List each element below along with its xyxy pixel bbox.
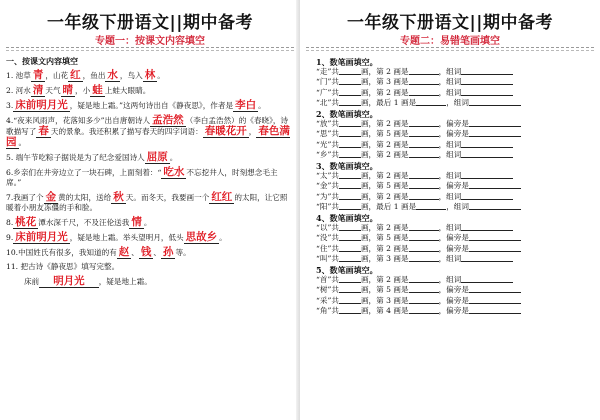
stroke-question-row bbox=[316, 150, 594, 160]
stroke-question-row bbox=[316, 296, 594, 306]
stroke-question-row bbox=[316, 98, 594, 108]
word-blank[interactable] bbox=[469, 98, 521, 106]
stroke-count-blank[interactable] bbox=[339, 129, 361, 137]
stroke-question-row bbox=[316, 223, 594, 233]
character-label: “以” bbox=[316, 223, 332, 233]
question-2 bbox=[6, 85, 290, 96]
row-text: 共 bbox=[331, 201, 339, 211]
character-label: “太” bbox=[316, 171, 332, 181]
worksheet-page-2 bbox=[300, 0, 600, 420]
stroke-name-blank[interactable] bbox=[409, 306, 439, 314]
row-text: 画，第 4 画是 bbox=[360, 305, 409, 315]
word-blank[interactable] bbox=[461, 67, 513, 75]
word-blank[interactable] bbox=[469, 181, 521, 189]
row-text: 画，第 2 画是 bbox=[360, 243, 409, 253]
row-text: ，偏旁是 bbox=[438, 305, 469, 315]
answer: 青 bbox=[32, 69, 44, 81]
row-text: ，组词 bbox=[438, 275, 462, 285]
stroke-question-row bbox=[316, 192, 594, 202]
word-blank[interactable] bbox=[469, 306, 521, 314]
stroke-name-blank[interactable] bbox=[409, 285, 439, 293]
row-text: ，偏旁是 bbox=[438, 119, 469, 129]
row-text: 画，第 2 画是 bbox=[360, 119, 409, 129]
stroke-count-blank[interactable] bbox=[339, 181, 361, 189]
answer: 红 bbox=[70, 69, 81, 81]
question-text: ，鱼出 bbox=[82, 71, 106, 80]
stroke-question-row bbox=[316, 244, 594, 254]
question-text: 潭水深千尺，不及汪伦送我 bbox=[38, 218, 130, 227]
answer: 春暖花开 bbox=[204, 125, 247, 137]
group-heading: 5、数笔画填空。 bbox=[316, 265, 378, 276]
row-text: 画，第 2 画是 bbox=[360, 149, 409, 159]
stroke-name-blank[interactable] bbox=[409, 192, 439, 200]
answer: 床前明月光 bbox=[15, 99, 68, 111]
stroke-question-row bbox=[316, 77, 594, 87]
word-blank[interactable] bbox=[469, 285, 521, 293]
stroke-question-row bbox=[316, 119, 594, 129]
character-label: “光” bbox=[316, 139, 332, 149]
row-text: 画，第 5 画是 bbox=[360, 285, 409, 295]
question-text: 8. bbox=[6, 218, 14, 227]
row-text: ，组词 bbox=[438, 67, 462, 77]
stroke-name-blank[interactable] bbox=[409, 129, 439, 137]
stroke-name-blank[interactable] bbox=[409, 233, 439, 241]
row-text: 共 bbox=[331, 139, 339, 149]
row-text: 画，第 5 画是 bbox=[360, 181, 409, 191]
row-text: ，组词 bbox=[446, 97, 469, 107]
stroke-name-blank[interactable] bbox=[409, 223, 439, 231]
answer: 红红 bbox=[211, 191, 233, 203]
row-text: 画，第 2 画是 bbox=[360, 139, 409, 149]
question-text: ， bbox=[248, 127, 257, 136]
row-text: ，组词 bbox=[438, 149, 462, 159]
answer: 春 bbox=[38, 125, 49, 137]
question-text: 床前 bbox=[24, 277, 40, 286]
question-text: 1. 池草 bbox=[6, 71, 31, 80]
question-text: 5. 端午节吃粽子据说是为了纪念爱国诗人 bbox=[6, 153, 145, 162]
page-title: 一年级下册语文||期中备考 bbox=[347, 13, 553, 33]
character-label: “采” bbox=[316, 295, 332, 305]
question-text: 不忘挖井人，时刻想念毛主席。” bbox=[6, 168, 278, 187]
question-text: 6.乡亲们在井旁边立了一块石碑，上面刻着：“ bbox=[6, 168, 162, 177]
answer: 金 bbox=[45, 191, 57, 203]
answer: 春色满园 bbox=[6, 125, 290, 148]
stroke-count-blank[interactable] bbox=[339, 171, 361, 179]
row-text: 共 bbox=[331, 171, 339, 181]
page-title: 一年级下册语文||期中备考 bbox=[47, 13, 253, 33]
row-text: ，组词 bbox=[438, 191, 462, 201]
question-text: 黄的太阳，送给 bbox=[58, 193, 112, 202]
stroke-count-blank[interactable] bbox=[339, 254, 361, 262]
question-text: 10.中国姓氏有很多，我知道的有 bbox=[6, 248, 117, 257]
divider bbox=[306, 47, 594, 48]
character-label: “首” bbox=[316, 275, 332, 285]
row-text: 共 bbox=[331, 77, 339, 87]
row-text: 画，第 5 画是 bbox=[360, 129, 409, 139]
row-text: 画，第 5 画是 bbox=[360, 233, 409, 243]
answer: 林 bbox=[144, 69, 156, 81]
question-text: ，疑是地上霜。 bbox=[98, 277, 152, 286]
word-blank[interactable] bbox=[461, 223, 513, 231]
stroke-question-row bbox=[316, 140, 594, 150]
question-text: 。 bbox=[258, 101, 266, 110]
page-subtitle: 专题二：易错笔画填空 bbox=[400, 36, 500, 47]
question-5 bbox=[6, 152, 290, 163]
row-text: ，偏旁是 bbox=[438, 295, 469, 305]
question-3 bbox=[6, 100, 290, 111]
answer: 吃水 bbox=[163, 166, 185, 178]
question-text: 上蛙大眼睛。 bbox=[104, 86, 151, 95]
stroke-question-row bbox=[316, 275, 594, 285]
question-text: ，疑是地上霜。举头望明月，低头 bbox=[69, 233, 184, 242]
row-text: 共 bbox=[331, 285, 339, 295]
stroke-count-blank[interactable] bbox=[339, 140, 361, 148]
word-blank[interactable] bbox=[461, 275, 513, 283]
answer: 水 bbox=[107, 69, 118, 81]
row-text: ，偏旁是 bbox=[438, 285, 469, 295]
section-heading: 一、按课文内容填空 bbox=[6, 56, 78, 66]
stroke-count-blank[interactable] bbox=[339, 150, 361, 158]
stroke-count-blank[interactable] bbox=[339, 119, 361, 127]
stroke-name-blank[interactable] bbox=[409, 77, 439, 85]
stroke-name-blank[interactable] bbox=[409, 67, 439, 75]
character-label: “思” bbox=[316, 129, 332, 139]
answer: 蛙 bbox=[92, 84, 103, 96]
answer: 秋 bbox=[113, 191, 124, 203]
row-text: 画，第 3 画是 bbox=[360, 253, 409, 263]
stroke-question-row bbox=[316, 67, 594, 77]
word-blank[interactable] bbox=[461, 140, 513, 148]
question-text: 。 bbox=[157, 71, 165, 80]
answer: 情 bbox=[131, 216, 142, 228]
page-subtitle: 专题一：按课文内容填空 bbox=[95, 36, 205, 47]
answer: 屈原 bbox=[146, 151, 168, 163]
question-text: 3. bbox=[6, 101, 14, 110]
question-text: 的太阳，让它照暖着小朋友冻僵的手和脸。 bbox=[6, 193, 288, 212]
answer: 钱 bbox=[140, 246, 152, 258]
row-text: 画，第 3 画是 bbox=[360, 295, 409, 305]
character-label: “没” bbox=[316, 233, 332, 243]
word-blank[interactable] bbox=[461, 171, 513, 179]
stroke-question-row bbox=[316, 306, 594, 316]
stroke-count-blank[interactable] bbox=[339, 67, 361, 75]
question-text: 2. 河水 bbox=[6, 86, 31, 95]
stroke-question-row bbox=[316, 285, 594, 295]
answer: 孙 bbox=[162, 246, 174, 258]
row-text: 画，第 3 画是 bbox=[360, 77, 409, 87]
row-text: 共 bbox=[331, 233, 339, 243]
question-text: 天的景象。我还积累了描写春天的四字词语： bbox=[50, 127, 203, 136]
group-heading: 4、数笔画填空。 bbox=[316, 213, 378, 224]
question-text: 7.我画了个 bbox=[6, 193, 44, 202]
row-text: 共 bbox=[331, 253, 339, 263]
row-text: 共 bbox=[331, 67, 339, 77]
stroke-count-blank[interactable] bbox=[339, 88, 361, 96]
divider bbox=[6, 50, 294, 51]
stroke-name-blank[interactable] bbox=[409, 119, 439, 127]
question-11 bbox=[6, 262, 290, 272]
character-label: “北” bbox=[316, 97, 332, 107]
question-11-line bbox=[6, 276, 290, 287]
question-text: 。 bbox=[219, 233, 227, 242]
question-1 bbox=[6, 70, 290, 81]
stroke-question-row bbox=[316, 254, 594, 264]
row-text: ，偏旁是 bbox=[438, 233, 469, 243]
stroke-question-row bbox=[316, 233, 594, 243]
question-text: 、 bbox=[131, 248, 139, 257]
character-label: “住” bbox=[316, 243, 332, 253]
group-heading: 2、数笔画填空。 bbox=[316, 109, 378, 120]
answer: 思故乡 bbox=[185, 231, 218, 243]
answer: 明月光 bbox=[39, 275, 99, 288]
group-heading: 3、数笔画填空。 bbox=[316, 161, 378, 172]
stroke-name-blank[interactable] bbox=[409, 88, 439, 96]
question-10 bbox=[6, 247, 290, 258]
row-text: 画，第 2 画是 bbox=[360, 171, 409, 181]
answer: 李白 bbox=[235, 99, 257, 111]
stroke-count-blank[interactable] bbox=[339, 77, 361, 85]
question-list bbox=[6, 56, 290, 291]
word-blank[interactable] bbox=[469, 202, 521, 210]
row-text: ，组词 bbox=[438, 171, 462, 181]
row-text: 共 bbox=[331, 97, 339, 107]
stroke-exercise-list bbox=[316, 56, 594, 316]
stroke-count-blank[interactable] bbox=[339, 98, 361, 106]
character-label: “乡” bbox=[316, 149, 332, 159]
row-text: 共 bbox=[331, 191, 339, 201]
stroke-count-blank[interactable] bbox=[339, 285, 361, 293]
stroke-name-blank[interactable] bbox=[416, 98, 446, 106]
word-blank[interactable] bbox=[461, 150, 513, 158]
stroke-count-blank[interactable] bbox=[339, 244, 361, 252]
row-text: 共 bbox=[331, 181, 339, 191]
stroke-name-blank[interactable] bbox=[409, 181, 439, 189]
row-text: 画，最后 1 画是 bbox=[360, 201, 417, 211]
row-text: 共 bbox=[331, 87, 339, 97]
row-text: 画，最后 1 画是 bbox=[360, 97, 417, 107]
row-text: ，组词 bbox=[438, 223, 462, 233]
stroke-question-row bbox=[316, 88, 594, 98]
character-label: “广” bbox=[316, 87, 332, 97]
character-label: “放” bbox=[316, 119, 332, 129]
row-text: ，偏旁是 bbox=[438, 181, 469, 191]
question-8 bbox=[6, 217, 290, 228]
question-text: 4.“夜来风雨声，花落知多少”出自唐朝诗人 bbox=[6, 116, 151, 125]
row-text: 共 bbox=[331, 275, 339, 285]
group-heading: 1、数笔画填空。 bbox=[316, 57, 378, 67]
row-text: 共 bbox=[331, 129, 339, 139]
stroke-count-blank[interactable] bbox=[339, 306, 361, 314]
row-text: 画，第 2 画是 bbox=[360, 67, 409, 77]
row-text: ，偏旁是 bbox=[438, 243, 469, 253]
word-blank[interactable] bbox=[469, 244, 521, 252]
row-text: 画，第 2 画是 bbox=[360, 223, 409, 233]
question-text: （李白孟浩然）的《春晓》，诗歌描写了 bbox=[6, 116, 289, 136]
stroke-question-row bbox=[316, 181, 594, 191]
stroke-count-blank[interactable] bbox=[339, 192, 361, 200]
question-text: ，小 bbox=[75, 86, 91, 95]
row-text: ，组词 bbox=[438, 77, 462, 87]
character-label: “金” bbox=[316, 181, 332, 191]
stroke-count-blank[interactable] bbox=[339, 275, 361, 283]
row-text: ，偏旁是 bbox=[438, 129, 469, 139]
word-blank[interactable] bbox=[469, 119, 521, 127]
row-text: ，组词 bbox=[438, 139, 462, 149]
row-text: ，组词 bbox=[438, 253, 462, 263]
stroke-count-blank[interactable] bbox=[339, 202, 361, 210]
answer: 孟浩然 bbox=[152, 114, 184, 126]
question-text: 。 bbox=[143, 218, 152, 227]
stroke-name-blank[interactable] bbox=[409, 150, 439, 158]
question-text: ，山花 bbox=[45, 71, 69, 80]
row-text: 共 bbox=[331, 149, 339, 159]
question-text: 9. bbox=[6, 233, 14, 242]
row-text: 共 bbox=[331, 305, 339, 315]
question-text: 。 bbox=[169, 153, 178, 162]
row-text: 画，第 2 画是 bbox=[360, 191, 409, 201]
stroke-name-blank[interactable] bbox=[409, 244, 439, 252]
stroke-name-blank[interactable] bbox=[409, 171, 439, 179]
character-label: “叫” bbox=[316, 253, 332, 263]
question-text: 11. 把古诗《静夜思》填写完整。 bbox=[6, 262, 120, 271]
stroke-name-blank[interactable] bbox=[409, 296, 439, 304]
character-label: “走” bbox=[316, 67, 332, 77]
question-text: 。 bbox=[18, 138, 27, 147]
row-text: 共 bbox=[331, 119, 339, 129]
answer: 赵 bbox=[118, 246, 130, 258]
word-blank[interactable] bbox=[469, 233, 521, 241]
row-text: ，组词 bbox=[446, 201, 469, 211]
divider bbox=[306, 50, 594, 51]
stroke-name-blank[interactable] bbox=[409, 140, 439, 148]
stroke-question-row bbox=[316, 202, 594, 212]
row-text: ，组词 bbox=[438, 87, 462, 97]
stroke-question-row bbox=[316, 129, 594, 139]
character-label: “树” bbox=[316, 285, 332, 295]
row-text: 画，第 2 画是 bbox=[360, 87, 409, 97]
row-text: 共 bbox=[331, 243, 339, 253]
stroke-count-blank[interactable] bbox=[339, 233, 361, 241]
question-6 bbox=[6, 167, 290, 188]
character-label: “阳” bbox=[316, 201, 332, 211]
question-7 bbox=[6, 192, 290, 213]
stroke-count-blank[interactable] bbox=[339, 223, 361, 231]
character-label: “为” bbox=[316, 191, 332, 201]
row-text: 画，第 2 画是 bbox=[360, 275, 409, 285]
question-text: ，鸟入 bbox=[119, 71, 143, 80]
row-text: 共 bbox=[331, 295, 339, 305]
word-blank[interactable] bbox=[461, 254, 513, 262]
answer: 清 bbox=[32, 84, 44, 96]
word-blank[interactable] bbox=[461, 77, 513, 85]
answer: 晴 bbox=[62, 84, 74, 96]
word-blank[interactable] bbox=[461, 192, 513, 200]
stroke-question-row bbox=[316, 171, 594, 181]
stroke-name-blank[interactable] bbox=[409, 254, 439, 262]
character-label: “角” bbox=[316, 305, 332, 315]
stroke-name-blank[interactable] bbox=[416, 202, 446, 210]
character-label: “门” bbox=[316, 77, 332, 87]
word-blank[interactable] bbox=[469, 296, 521, 304]
answer: 桃花 bbox=[15, 216, 37, 228]
question-text: 、 bbox=[153, 248, 161, 257]
divider bbox=[6, 47, 294, 48]
stroke-name-blank[interactable] bbox=[409, 275, 439, 283]
word-blank[interactable] bbox=[469, 129, 521, 137]
stroke-count-blank[interactable] bbox=[339, 296, 361, 304]
question-text: 等。 bbox=[175, 248, 191, 257]
question-text: ，疑是地上霜。”这两句诗出自《静夜思》，作者是 bbox=[69, 101, 234, 110]
question-text: 天。而冬天，我要画一个 bbox=[125, 193, 210, 202]
question-text: 天气 bbox=[45, 86, 61, 95]
word-blank[interactable] bbox=[461, 88, 513, 96]
question-4 bbox=[6, 115, 290, 148]
answer: 床前明月光 bbox=[15, 231, 68, 243]
question-9 bbox=[6, 232, 290, 243]
row-text: 共 bbox=[331, 223, 339, 233]
